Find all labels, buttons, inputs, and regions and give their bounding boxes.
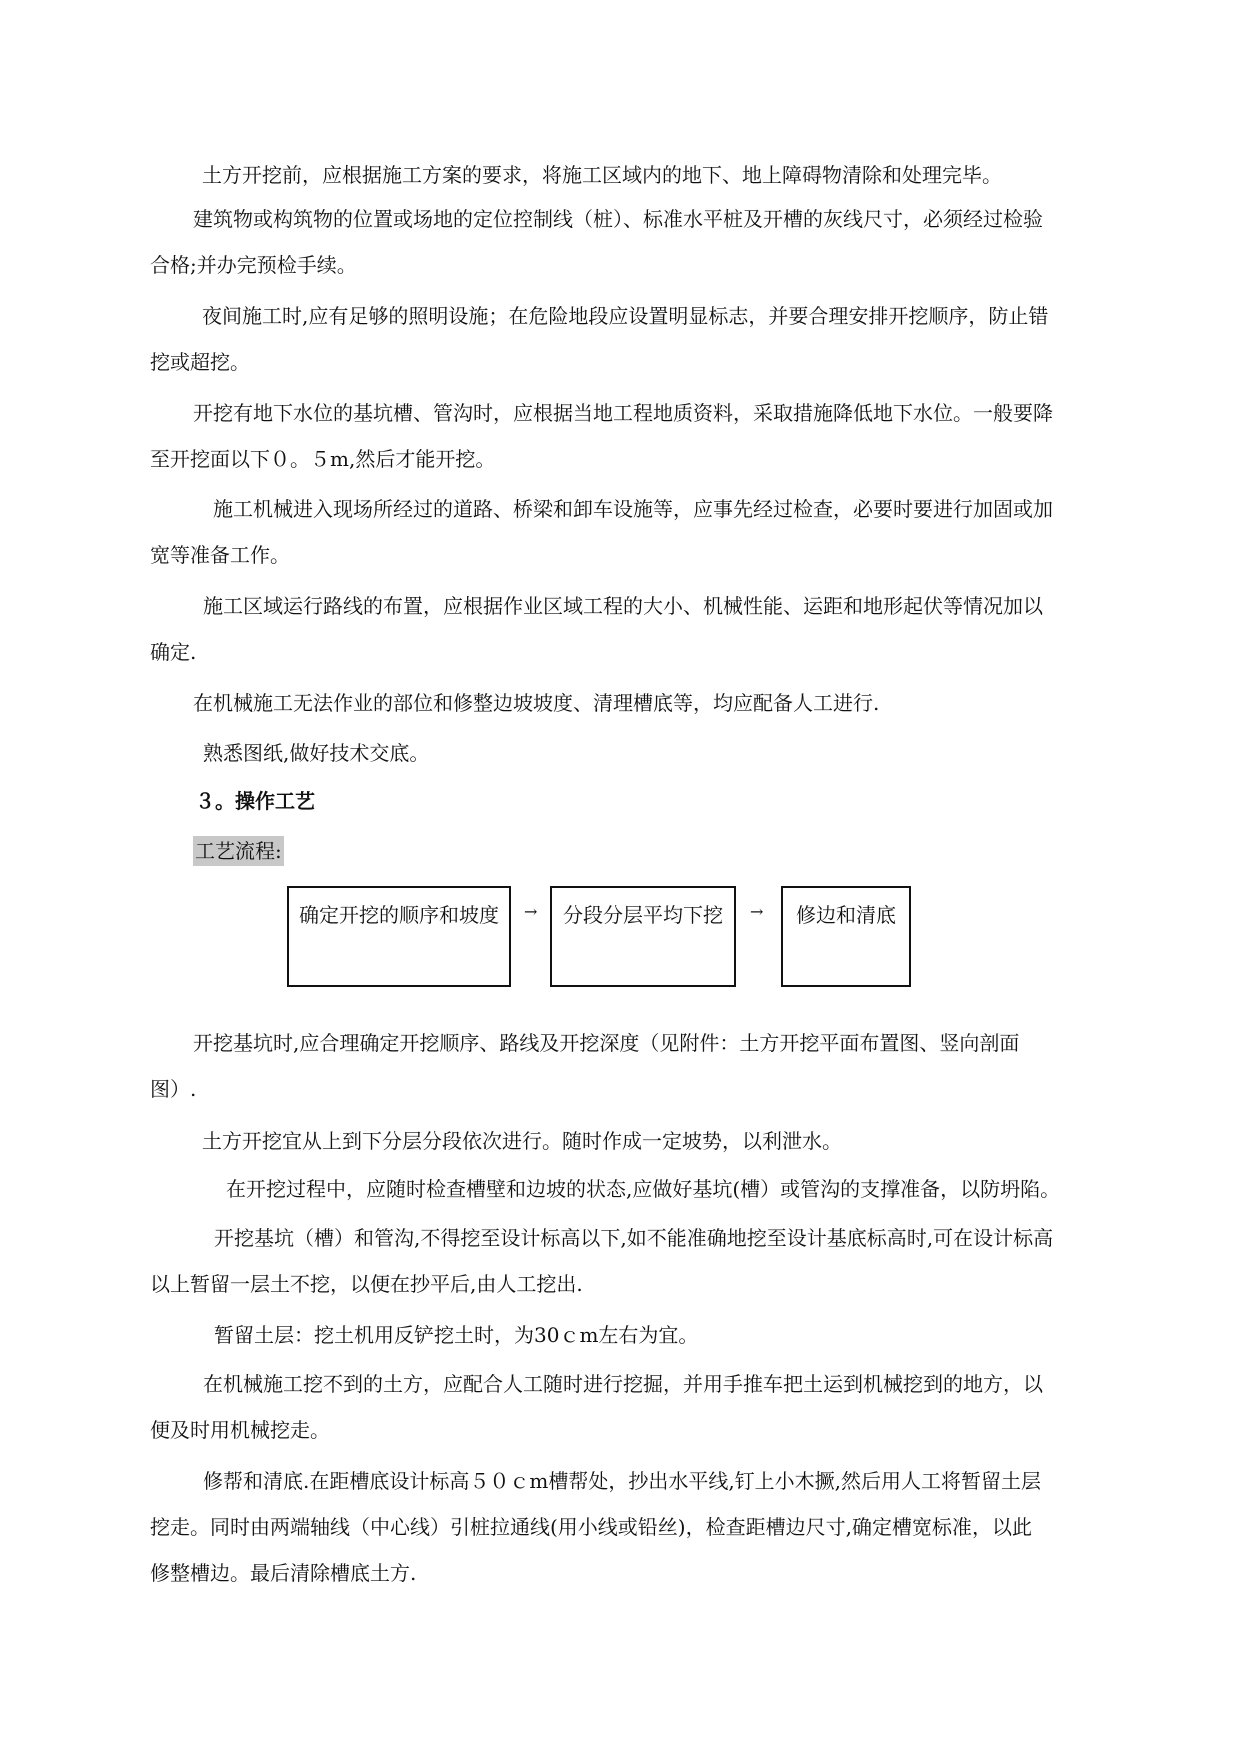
paragraph-line: 施工区域运行路线的布置，应根据作业区域工程的大小、机械性能、运距和地形起伏等情况加以	[203, 594, 1043, 618]
arrow-icon: →	[524, 902, 538, 921]
paragraph-line: 开挖有地下水位的基坑槽、管沟时，应根据当地工程地质资料，采取措施降低地下水位。一般要降	[193, 401, 1053, 425]
paragraph-8	[150, 730, 1130, 776]
paragraph-line: 在开挖过程中，应随时检查槽壁和边坡的状态,应做好基坑(槽）或管沟的支撑准备，以防坍陷。	[226, 1177, 1061, 1201]
flow-label: 工艺流程:	[193, 836, 284, 866]
paragraph-1	[150, 152, 1130, 198]
paragraph-line: 挖或超挖。	[150, 350, 250, 374]
paragraph-line: 土方开挖宜从上到下分层分段依次进行。随时作成一定坡势，以利泄水。	[202, 1129, 842, 1153]
paragraph-line: 宽等准备工作。	[150, 543, 290, 567]
paragraph-4	[150, 390, 1130, 482]
flow-step-text: 确定开挖的顺序和坡度	[299, 903, 499, 927]
paragraph-line: 确定.	[150, 640, 197, 664]
paragraph-10	[150, 1118, 1130, 1164]
paragraph-15	[150, 1458, 1130, 1596]
paragraph-line: 开挖基坑（槽）和管沟,不得挖至设计标高以下,如不能准确地挖至设计基底标高时,可在设计标高	[214, 1226, 1054, 1250]
paragraph-line: 合格;并办完预检手续。	[150, 253, 357, 277]
paragraph-5	[150, 486, 1130, 578]
paragraph-line: 土方开挖前，应根据施工方案的要求，将施工区域内的地下、地上障碍物清除和处理完毕。	[202, 163, 1002, 187]
paragraph-line: 在机械施工无法作业的部位和修整边坡坡度、清理槽底等，均应配备人工进行.	[193, 691, 880, 715]
paragraph-14	[150, 1361, 1130, 1453]
paragraph-6	[150, 583, 1130, 675]
flow-step-2	[550, 886, 736, 987]
flow-step-1	[287, 886, 511, 987]
paragraph-line: 修帮和清底.在距槽底设计标高５０ｃm槽帮处，抄出水平线,钉上小木撅,然后用人工将暂留土层	[203, 1469, 1042, 1493]
paragraph-line: 以上暂留一层土不挖，以便在抄平后,由人工挖出.	[150, 1272, 583, 1296]
paragraph-line: 开挖基坑时,应合理确定开挖顺序、路线及开挖深度（见附件：土方开挖平面布置图、竖向剖面	[193, 1031, 1020, 1055]
arrow-icon: →	[750, 902, 764, 921]
flow-step-3	[781, 886, 911, 987]
section-heading: ３。操作工艺	[195, 789, 315, 813]
paragraph-line: 至开挖面以下０。５m,然后才能开挖。	[150, 447, 496, 471]
paragraph-line: 图）.	[150, 1077, 197, 1101]
paragraph-line: 暂留土层：挖土机用反铲挖土时，为30ｃm左右为宜。	[214, 1323, 699, 1347]
paragraph-line: 在机械施工挖不到的土方，应配合人工随时进行挖掘，并用手推车把土运到机械挖到的地方，以	[203, 1372, 1043, 1396]
paragraph-line: 便及时用机械挖走。	[150, 1418, 330, 1442]
paragraph-2	[150, 196, 1130, 288]
paragraph-13	[150, 1312, 1130, 1358]
paragraph-line: 施工机械进入现场所经过的道路、桥梁和卸车设施等，应事先经过检查，必要时要进行加固或加	[213, 497, 1053, 521]
paragraph-line: 挖走。同时由两端轴线（中心线）引桩拉通线(用小线或铅丝)，检查距槽边尺寸,确定槽宽标准，以此	[150, 1515, 1032, 1539]
paragraph-9	[150, 1020, 1130, 1112]
paragraph-11	[150, 1166, 1130, 1212]
paragraph-line: 建筑物或构筑物的位置或场地的定位控制线（桩）、标准水平桩及开槽的灰线尺寸，必须经过检验	[193, 207, 1043, 231]
paragraph-12	[150, 1215, 1130, 1307]
paragraph-line: 熟悉图纸,做好技术交底。	[203, 741, 430, 765]
paragraph-3	[150, 293, 1130, 385]
flow-step-text: 修边和清底	[796, 903, 896, 927]
paragraph-line: 修整槽边。最后清除槽底土方.	[150, 1561, 417, 1585]
paragraph-line: 夜间施工时,应有足够的照明设施；在危险地段应设置明显标志，并要合理安排开挖顺序，防止错	[202, 304, 1049, 328]
paragraph-7	[150, 680, 1130, 726]
flow-step-text: 分段分层平均下挖	[563, 903, 723, 927]
